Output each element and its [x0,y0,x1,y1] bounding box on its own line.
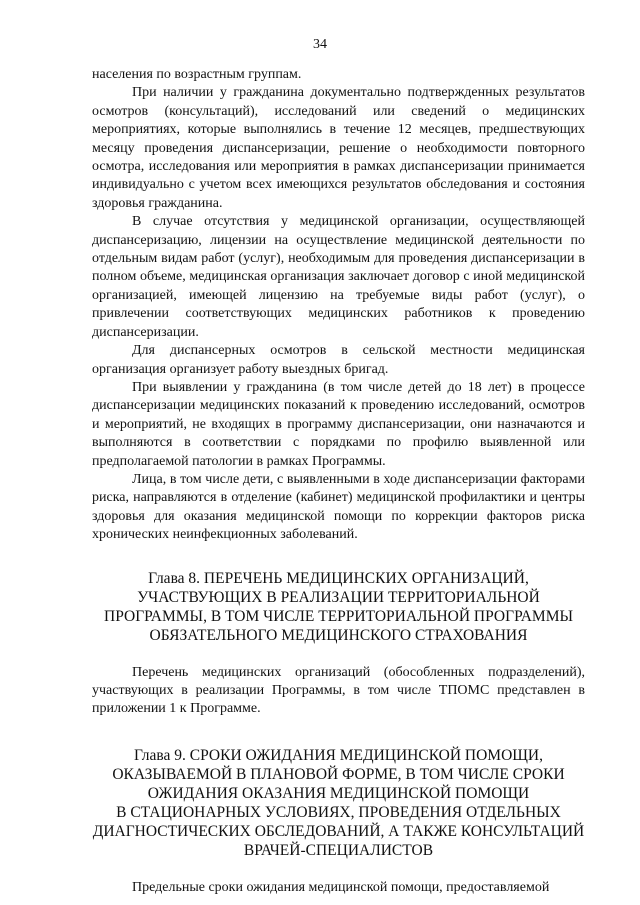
heading-line: ОКАЗЫВАЕМОЙ В ПЛАНОВОЙ ФОРМЕ, В ТОМ ЧИСЛЕ СРОКИ [112,765,565,783]
heading-line: В СТАЦИОНАРНЫХ УСЛОВИЯХ, ПРОВЕДЕНИЯ ОТДЕЛЬНЫХ [116,803,561,821]
paragraph: населения по возрастным группам. [92,67,302,82]
document-body [92,66,585,897]
heading-line: Глава 8. ПЕРЕЧЕНЬ МЕДИЦИНСКИХ ОРГАНИЗАЦИЙ, [148,569,529,587]
chapter-8-heading [92,569,585,645]
heading-line: Глава 9. СРОКИ ОЖИДАНИЯ МЕДИЦИНСКОЙ ПОМОЩИ, [133,746,543,764]
chapter-9-heading [92,746,585,860]
chapter-9-paragraph: Предельные сроки ожидания медицинской помощи, предоставляемой [132,879,550,895]
paragraph: При выявлении у гражданина (в том числе детей до 18 лет) в процессе диспансеризации медицинских показаний к проведению исследований, осмотров и мероприятий, не входящих в программу диспансеризации, они назначаются и выполняются в соответствии с порядками по профилю выявленной или предполагаемой патологии в рамках Программы. [92,379,585,469]
heading-line: ОЖИДАНИЯ ОКАЗАНИЯ МЕДИЦИНСКОЙ ПОМОЩИ [147,784,530,802]
paragraph: При наличии у гражданина документально подтвержденных результатов осмотров (консультаций), исследований или сведений о медицинских мероприятиях, которые выполнялись в течение 12 месяцев, предшествующих месяцу проведения диспансеризации, решение о необходимости повторного осмотра, исследования или мероприятия в рамках диспансеризации принимается индивидуально с учетом всех имеющихся результатов обследования и состояния здоровья гражданина. [92,85,585,211]
page-number: 34 [313,37,327,52]
heading-line: ПРОГРАММЫ, В ТОМ ЧИСЛЕ ТЕРРИТОРИАЛЬНОЙ ПРОГРАММЫ [104,607,573,625]
paragraph: В случае отсутствия у медицинской организации, осуществляющей диспансеризацию, лицензии на осуществление медицинской деятельности по отдельным видам работ (услуг), необходимым для проведения диспансеризации в полном объеме, медицинская организация заключает договор с иной медицинской организацией, имеющей лицензию на требуемые виды работ (услуг), о привлечении соответствующих медицинских работников к проведению диспансеризации. [92,214,585,340]
heading-line: ОБЯЗАТЕЛЬНОГО МЕДИЦИНСКОГО СТРАХОВАНИЯ [149,626,528,644]
chapter-8-paragraph: Перечень медицинских организаций (обособленных подразделений), участвующих в реализации Программы, в том числе ТПОМС представлен в приложении 1 к Программе. [92,664,585,717]
heading-line: ДИАГНОСТИЧЕСКИХ ОБСЛЕДОВАНИЙ, А ТАКЖЕ КОНСУЛЬТАЦИЙ [92,822,585,840]
heading-line: ВРАЧЕЙ-СПЕЦИАЛИСТОВ [243,841,434,859]
paragraph: Лица, в том числе дети, с выявленными в ходе диспансеризации факторами риска, направляются в отделение (кабинет) медицинской профилактики и центры здоровья для оказания медицинской помощи по коррекции факторов риска хронических неинфекционных заболеваний. [92,471,585,543]
heading-line: УЧАСТВУЮЩИХ В РЕАЛИЗАЦИИ ТЕРРИТОРИАЛЬНОЙ [137,588,540,606]
paragraph: Для диспансерных осмотров в сельской местности медицинская организация организует работу выездных бригад. [92,343,585,377]
